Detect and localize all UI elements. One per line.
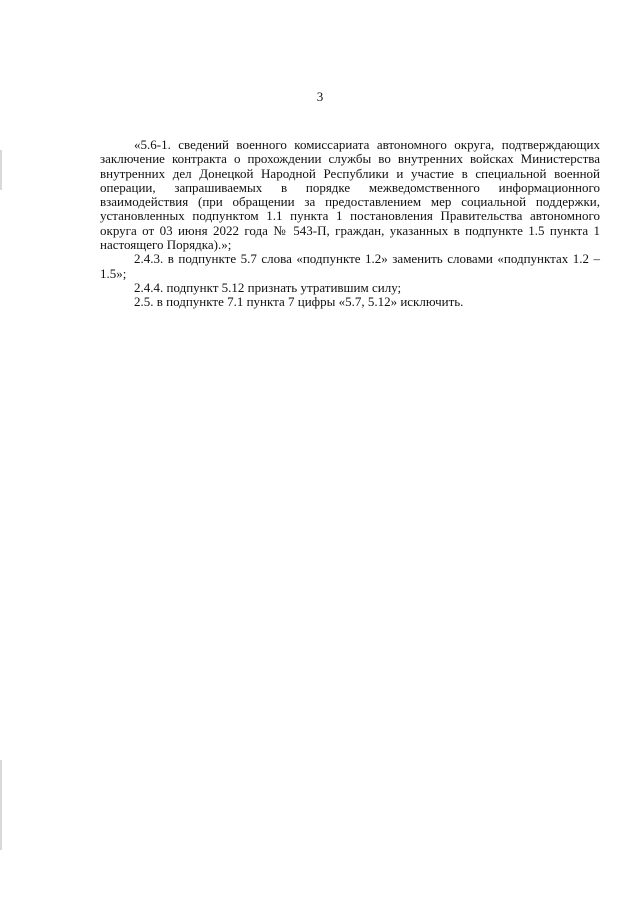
paragraph-2-4-3: 2.4.3. в подпункте 5.7 слова «подпункте 1.2» заменить словами «подпунктах 1.2 – 1.5»; <box>100 251 600 281</box>
page-number: 3 <box>316 89 324 104</box>
document-body <box>100 138 600 310</box>
paragraph-5-6-1: «5.6-1. сведений военного комиссариата автономного округа, подтверждающих заключение контракта о прохождении службы во внутренних войсках Министерства внутренних дел Донецкой Народной Республики и участие в специальной военной операции, запрашиваемых в порядке межведомственного информационного взаимодействия (при обращении за предоставлением мер социальной поддержки, установленных подпунктом 1.1 пункта 1 постановления Правительства автономного округа от 03 июня 2022 года № 543-П, граждан, указанных в подпункте 1.5 пункта 1 настоящего Порядка).»; <box>100 137 600 253</box>
scan-edge-mark <box>0 760 2 850</box>
scan-edge-mark <box>0 150 2 190</box>
paragraph-2-4-4: 2.4.4. подпункт 5.12 признать утратившим силу; <box>134 279 402 295</box>
paragraph-2-5: 2.5. в подпункте 7.1 пункта 7 цифры «5.7, 5.12» исключить. <box>134 294 464 310</box>
